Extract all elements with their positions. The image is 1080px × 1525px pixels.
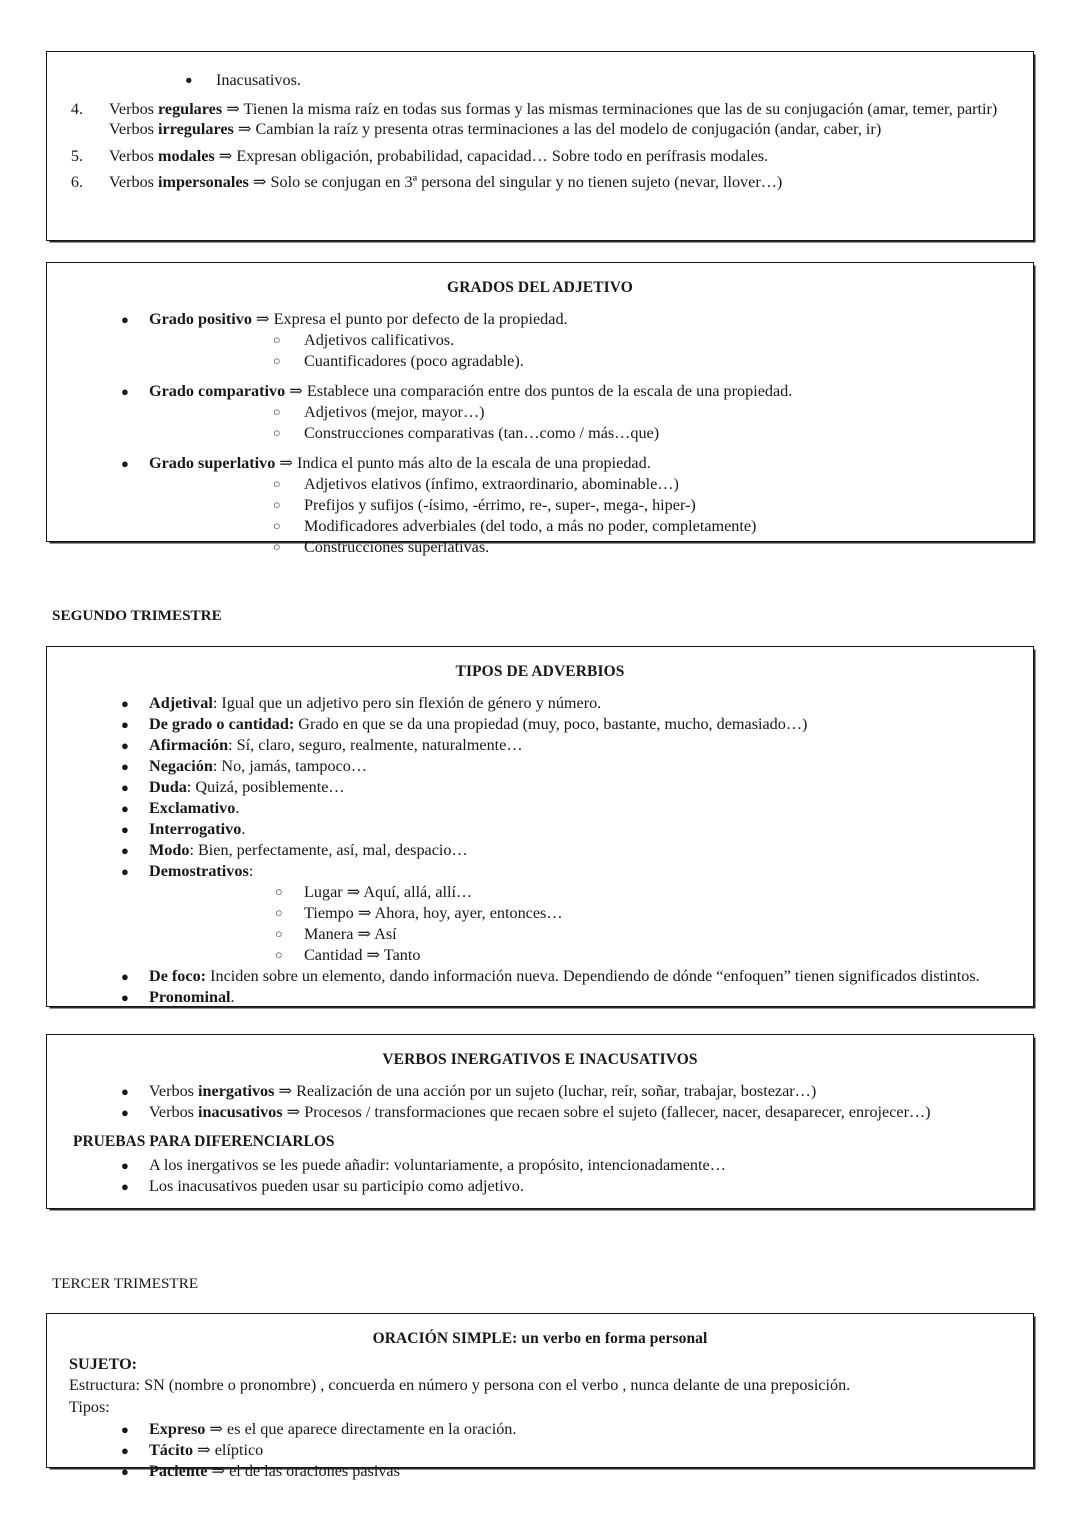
- sub-list: [149, 474, 1019, 558]
- text-bold: irregulares: [158, 120, 234, 139]
- bullet-icon: ●: [121, 843, 129, 859]
- bullet-icon: ●: [121, 1083, 129, 1099]
- list-item: [61, 777, 1019, 798]
- text-bold: Interrogativo: [149, 819, 242, 838]
- text-rest: : Quizá, posiblemente…: [186, 777, 345, 796]
- list-item-label-secondary: [109, 120, 881, 138]
- list-item-label: Manera ⇒ Así: [304, 925, 397, 944]
- text-rest: ⇒ Expresa el punto por defecto de la propiedad.: [251, 309, 568, 328]
- text-rest: ⇒ Cambian la raíz y presenta otras terminaciones a las del modelo de conjugación (andar, caber, ir): [233, 120, 882, 139]
- circle-bullet-icon: ○: [273, 353, 281, 368]
- text-rest: ⇒ es el que aparece directamente en la oración.: [205, 1419, 517, 1438]
- bullet-icon: ●: [121, 1104, 129, 1120]
- bullet-icon: ●: [121, 864, 129, 880]
- box-grados-del-adjetivo: [46, 262, 1034, 557]
- text-rest: ⇒ Indica el punto más alto de la escala de una propiedad.: [275, 453, 651, 472]
- list-number: 4.: [70, 100, 83, 119]
- list-item-label: A los inergativos se les puede añadir: voluntariamente, a propósito, intencionadamente…: [149, 1156, 726, 1175]
- bullet-icon: ●: [121, 1463, 129, 1479]
- list-item: [61, 309, 1019, 372]
- bullet-icon: ●: [121, 800, 129, 816]
- list-item: [61, 1102, 1019, 1123]
- box-title: VERBOS INERGATIVOS E INACUSATIVOS: [382, 1051, 698, 1068]
- list-item: [149, 474, 1019, 495]
- circle-bullet-icon: ○: [273, 540, 281, 555]
- text-lead: Verbos: [109, 120, 159, 139]
- list-item: [149, 903, 1019, 924]
- text-rest: .: [235, 798, 240, 817]
- text-bold: Pronominal: [149, 988, 231, 1007]
- text-bold: Modo: [149, 841, 190, 860]
- list-item: [61, 70, 1019, 91]
- list-number: 5.: [70, 146, 83, 165]
- pruebas-list: [61, 1155, 1019, 1197]
- circle-bullet-icon: ○: [273, 332, 281, 347]
- list-item-label: Prefijos y sufijos (-ísimo, -érrimo, re-, super-, mega-, hiper-): [304, 496, 696, 515]
- text-bold: Tácito: [149, 1440, 194, 1459]
- list-item: [61, 966, 1019, 987]
- text-bold: regulares: [158, 100, 223, 119]
- list-item-label: Adjetivos (mejor, mayor…): [304, 402, 485, 421]
- sujeto-label: SUJETO:: [69, 1354, 138, 1373]
- list-item: [61, 735, 1019, 756]
- list-item: [61, 693, 1019, 714]
- bullet-icon: ●: [121, 779, 129, 795]
- bullet-icon: ●: [121, 1442, 129, 1458]
- circle-bullet-icon: ○: [275, 885, 283, 900]
- list-item: [61, 798, 1019, 819]
- tipos-sujeto-list: [61, 1419, 1019, 1482]
- list-item-label: Modificadores adverbiales (del todo, a más no poder, completamente): [304, 517, 757, 536]
- estructura-text: Estructura: SN (nombre o pronombre) , concuerda en número y persona con el verbo , nunca delante de una preposición.: [69, 1376, 851, 1395]
- tipos-label: Tipos:: [69, 1398, 110, 1416]
- list-item: [61, 714, 1019, 735]
- list-item-label: Construcciones comparativas (tan…como / más…que): [304, 423, 660, 442]
- list-item-label: Lugar ⇒ Aquí, allá, allí…: [304, 883, 473, 902]
- list-item: [149, 423, 1019, 444]
- text-bold: modales: [158, 146, 215, 165]
- text-rest: : Igual que un adjetivo pero sin flexión de género y número.: [212, 693, 602, 712]
- text-bold: Duda: [149, 777, 187, 796]
- list-item: [149, 402, 1019, 423]
- text-bold: Exclamativo: [149, 798, 236, 817]
- text-bold: Grado positivo: [149, 309, 252, 328]
- text-lead: Verbos: [109, 146, 159, 165]
- text-bold: Negación: [149, 756, 213, 775]
- bullet-icon: ●: [121, 311, 129, 327]
- list-item-label: Tiempo ⇒ Ahora, hoy, ayer, entonces…: [304, 904, 563, 923]
- sub-heading-pruebas: PRUEBAS PARA DIFERENCIARLOS: [73, 1132, 335, 1150]
- circle-bullet-icon: ○: [273, 425, 281, 440]
- text-bold: De grado o cantidad:: [149, 714, 295, 733]
- box-title: TIPOS DE ADVERBIOS: [455, 663, 625, 680]
- text-lead: Verbos: [109, 100, 159, 119]
- text-rest: :: [248, 862, 254, 881]
- text-rest: .: [230, 988, 235, 1007]
- bullet-icon: ●: [121, 821, 129, 837]
- box-tipos-de-adverbios: [46, 646, 1034, 1007]
- text-rest: ⇒ Realización de una acción por un sujeto (luchar, reír, soñar, trabajar, bostezar…): [274, 1081, 817, 1100]
- bullet-icon: ●: [121, 1158, 129, 1174]
- list-item: [61, 1419, 1019, 1440]
- sub-list: [149, 402, 1019, 444]
- list-item-label: [109, 173, 782, 191]
- heading-tercer-trimestre: TERCER TRIMESTRE: [52, 1275, 199, 1292]
- text-rest: ⇒ Expresan obligación, probabilidad, capacidad… Sobre todo en perífrasis modales.: [214, 146, 769, 165]
- demostrativos-sub-list: [149, 882, 1019, 966]
- list-item: [149, 495, 1019, 516]
- text-bold: Expreso: [149, 1419, 206, 1438]
- list-item: [61, 819, 1019, 840]
- list-item: [61, 840, 1019, 861]
- text-rest: ⇒ el de las oraciones pasivas: [207, 1461, 400, 1480]
- list-item: [61, 146, 1019, 166]
- list-item-label: Adjetivos calificativos.: [304, 330, 455, 349]
- list-item: [61, 172, 1019, 192]
- adverbios-list: [61, 693, 1019, 1009]
- list-item: [61, 1081, 1019, 1102]
- list-item: [149, 330, 1019, 351]
- list-item: [149, 945, 1019, 966]
- bullet-icon: ●: [121, 758, 129, 774]
- box-title: GRADOS DEL ADJETIVO: [447, 279, 633, 296]
- bullet-icon: ●: [121, 737, 129, 753]
- bullet-icon: ●: [121, 716, 129, 732]
- box-oracion-simple: [46, 1313, 1034, 1480]
- circle-bullet-icon: ○: [275, 927, 283, 942]
- list-item: [61, 1440, 1019, 1461]
- text-rest: ⇒ Procesos / transformaciones que recaen sobre el sujeto (fallecer, nacer, desaparecer, enrojecer…): [282, 1102, 931, 1121]
- grados-list: [61, 309, 1019, 559]
- verbos-numbered-list: [61, 99, 1019, 193]
- list-item-label: Inacusativos.: [216, 71, 301, 89]
- list-item: [61, 99, 1019, 140]
- list-item: [149, 882, 1019, 903]
- list-item-label: Cuantificadores (poco agradable).: [304, 351, 524, 370]
- bullet-icon: ●: [121, 383, 129, 399]
- circle-bullet-icon: ○: [275, 906, 283, 921]
- text-bold: inergativos: [198, 1081, 275, 1100]
- text-bold: Afirmación: [149, 735, 229, 754]
- list-item: [61, 381, 1019, 444]
- list-item-label: Los inacusativos pueden usar su participio como adjetivo.: [149, 1177, 524, 1196]
- circle-bullet-icon: ○: [275, 948, 283, 963]
- list-item: [61, 987, 1019, 1008]
- list-item: [149, 537, 1019, 558]
- sub-list: [149, 330, 1019, 372]
- circle-bullet-icon: ○: [273, 519, 281, 534]
- list-item: [61, 453, 1019, 558]
- bullet-icon: ●: [121, 969, 129, 985]
- list-item-label: Cantidad ⇒ Tanto: [304, 946, 421, 965]
- text-rest: ⇒ Tienen la misma raíz en todas sus formas y las mismas terminaciones que las de su conjugación (amar, temer, partir): [222, 100, 998, 119]
- list-item: [61, 756, 1019, 777]
- inacusativos-list: [61, 70, 1019, 91]
- list-item: [149, 516, 1019, 537]
- text-rest: ⇒ Establece una comparación entre dos puntos de la escala de una propiedad.: [285, 381, 793, 400]
- bullet-icon: ●: [185, 73, 193, 87]
- text-rest: : Sí, claro, seguro, realmente, naturalmente…: [228, 735, 523, 754]
- list-item: [149, 924, 1019, 945]
- text-rest: .: [241, 819, 246, 838]
- text-rest: ⇒ elíptico: [193, 1440, 264, 1459]
- list-item: [61, 861, 1019, 966]
- circle-bullet-icon: ○: [273, 404, 281, 419]
- list-item-label: [109, 147, 768, 165]
- text-rest: Grado en que se da una propiedad (muy, poco, bastante, mucho, demasiado…): [294, 714, 808, 733]
- text-bold: De foco:: [149, 967, 207, 986]
- bullet-icon: ●: [121, 1179, 129, 1195]
- text-bold: Paciente: [149, 1461, 208, 1480]
- text-rest: : No, jamás, tampoco…: [212, 756, 368, 775]
- list-item: [61, 1176, 1019, 1197]
- list-item-label: Construcciones superlativas.: [304, 538, 490, 557]
- text-rest: ⇒ Solo se conjugan en 3ª persona del singular y no tienen sujeto (nevar, llover…): [248, 173, 783, 192]
- heading-segundo-trimestre: SEGUNDO TRIMESTRE: [52, 607, 222, 624]
- bullet-icon: ●: [121, 990, 129, 1006]
- bullet-icon: ●: [121, 455, 129, 471]
- list-item-label: Adjetivos elativos (ínfimo, extraordinario, abominable…): [304, 475, 679, 494]
- list-number: 6.: [70, 173, 83, 192]
- text-bold: inacusativos: [198, 1102, 283, 1121]
- text-rest: : Bien, perfectamente, así, mal, despacio…: [189, 841, 468, 860]
- bullet-icon: ●: [121, 695, 129, 711]
- list-item: [149, 351, 1019, 372]
- bullet-icon: ●: [121, 1421, 129, 1437]
- text-bold: Demostrativos: [149, 862, 249, 881]
- text-lead: Verbos: [109, 173, 159, 192]
- text-bold: impersonales: [158, 173, 249, 192]
- box-verbos-inergativos-inacusativos: [46, 1034, 1034, 1209]
- text-lead: Verbos: [149, 1081, 199, 1100]
- list-item: [61, 1155, 1019, 1176]
- circle-bullet-icon: ○: [273, 498, 281, 513]
- list-item-label: [109, 100, 997, 118]
- box-title: ORACIÓN SIMPLE: un verbo en forma personal: [372, 1330, 708, 1347]
- text-bold: Adjetival: [149, 693, 213, 712]
- list-item: [61, 1461, 1019, 1482]
- text-rest: Inciden sobre un elemento, dando información nueva. Dependiendo de dónde “enfoquen” tienen significados distintos.: [206, 967, 980, 986]
- text-bold: Grado comparativo: [149, 381, 286, 400]
- box-verbos-clasificacion: [46, 51, 1034, 241]
- inergativos-list: [61, 1081, 1019, 1123]
- text-bold: Grado superlativo: [149, 453, 276, 472]
- text-lead: Verbos: [149, 1102, 199, 1121]
- circle-bullet-icon: ○: [273, 477, 281, 492]
